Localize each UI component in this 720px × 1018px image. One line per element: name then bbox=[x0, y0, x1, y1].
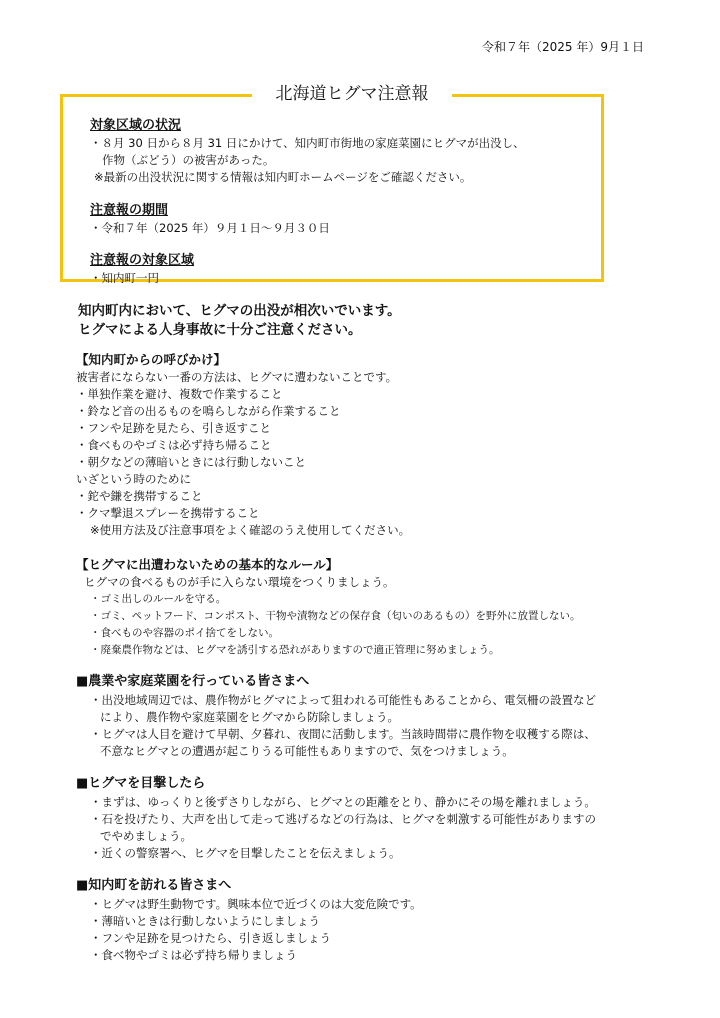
item-line: ・ヒグマは人目を避けて早朝、夕暮れ、夜間に活動します。当該時間帯に農作物を収穫する際は、 bbox=[90, 727, 596, 741]
item-line: により、農作物や家庭菜園をヒグマから防除しましょう。 bbox=[100, 710, 399, 724]
section-heading: 注意報の対象区域 bbox=[90, 253, 195, 268]
area-line: ・知内町一円 bbox=[90, 271, 159, 285]
rules-intro: ヒグマの食べるものが手に入らない環境をつくりましょう。 bbox=[84, 575, 395, 589]
list-item: ・食べものや容器のポイ捨てをしない。 bbox=[90, 627, 279, 639]
lead-text bbox=[78, 302, 401, 340]
item-line: ・出没地域周辺では、農作物がヒグマによって狙われる可能性もあることから、電気柵の設置など bbox=[90, 693, 596, 707]
visitors-section bbox=[76, 876, 422, 964]
status-line: 作物（ぶどう）の被害があった。 bbox=[102, 153, 275, 167]
issue-date: 令和７年（2025 年）9月１日 bbox=[482, 40, 644, 54]
notice-title: 北海道ヒグマ注意報 bbox=[252, 82, 452, 106]
section-period bbox=[90, 202, 330, 237]
list-item bbox=[76, 692, 596, 726]
section-heading: 注意報の期間 bbox=[90, 203, 169, 218]
call-note: ※使用方法及び注意事項をよく確認のうえ使用してください。 bbox=[90, 523, 411, 537]
list-item: ・薄暗いときは行動しないようにしましょう bbox=[90, 914, 320, 928]
call-heading: 【知内町からの呼びかけ】 bbox=[76, 352, 227, 367]
list-item: ・単独作業を避け、複数で作業すること bbox=[76, 387, 283, 401]
list-item: ・食べ物やゴミは必ず持ち帰りましょう bbox=[90, 948, 297, 962]
rules-heading: 【ヒグマに出遭わないための基本的なルール】 bbox=[76, 557, 339, 572]
item-line: ・石を投げたり、大声を出して走って逃げるなどの行為は、ヒグマを刺激する可能性がありますの bbox=[90, 812, 596, 826]
item-line: 不意なヒグマとの遭遇が起こりうる可能性もありますので、気をつけましょう。 bbox=[100, 744, 514, 758]
sighting-section bbox=[76, 774, 596, 862]
lead-line: ヒグマによる人身事故に十分ご注意ください。 bbox=[78, 322, 362, 338]
list-item: ・鉈や鎌を携帯すること bbox=[76, 489, 203, 503]
list-item: ・フンや足跡を見たら、引き返すこと bbox=[76, 421, 272, 435]
list-item: ・鈴など音の出るものを鳴らしながら作業すること bbox=[76, 404, 341, 418]
lead-line: 知内町内において、ヒグマの出没が相次いでいます。 bbox=[78, 303, 401, 319]
visitors-heading: ■知内町を訪れる皆さまへ bbox=[76, 878, 232, 893]
section-heading: 対象区域の状況 bbox=[90, 118, 182, 133]
period-line: ・令和７年（2025 年）９月１日～９月３０日 bbox=[90, 221, 330, 235]
emergency-intro: いざという時のために bbox=[76, 472, 191, 486]
list-item: ・朝夕などの薄暗いときには行動しないこと bbox=[76, 455, 306, 469]
status-note: ※最新の出没状況に関する情報は知内町ホームページをご確認ください。 bbox=[94, 170, 472, 184]
item-line: ・まずは、ゆっくりと後ずさりしながら、ヒグマとの距離をとり、静かにその場を離れましょう。 bbox=[90, 795, 596, 809]
list-item: ・ゴミ、ペットフード、コンポスト、干物や漬物などの保存食（匂いのあるもの）を野外に放置しない。 bbox=[90, 610, 581, 622]
call-section bbox=[76, 350, 410, 539]
farm-heading: ■農業や家庭菜園を行っている皆さまへ bbox=[76, 674, 310, 689]
rules-section bbox=[76, 555, 581, 659]
list-item: ・ヒグマは野生動物です。興味本位で近づくのは大変危険です。 bbox=[90, 897, 422, 911]
list-item: ・廃棄農作物などは、ヒグマを誘引する恐れがありますので適正管理に努めましょう。 bbox=[90, 644, 500, 656]
list-item: ・フンや足跡を見つけたら、引き返しましょう bbox=[90, 931, 332, 945]
section-target-status bbox=[90, 117, 525, 186]
list-item: ・クマ撃退スプレーを携帯すること bbox=[76, 506, 260, 520]
item-line: でやめましょう。 bbox=[100, 829, 192, 843]
farm-section bbox=[76, 672, 596, 760]
list-item bbox=[76, 726, 596, 760]
sighting-heading: ■ヒグマを目撃したら bbox=[76, 776, 206, 791]
list-item: ・ゴミ出しのルールを守る。 bbox=[90, 593, 227, 605]
list-item: ・食べものやゴミは必ず持ち帰ること bbox=[76, 438, 272, 452]
status-line: ・８月 30 日から８月 31 日にかけて、知内町市街地の家庭菜園にヒグマが出没し、 bbox=[90, 136, 525, 150]
section-area bbox=[90, 252, 194, 287]
call-intro: 被害者にならない一番の方法は、ヒグマに遭わないことです。 bbox=[76, 370, 398, 384]
item-line: ・近くの警察署へ、ヒグマを目撃したことを伝えましょう。 bbox=[90, 846, 401, 860]
